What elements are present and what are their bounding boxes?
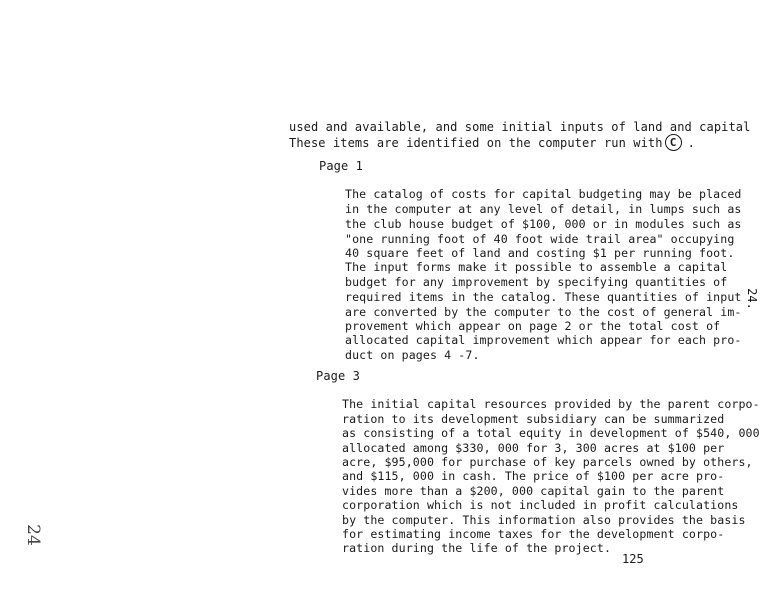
paragraph-line: vides more than a $200, 000 capital gain to the parent [342,484,725,498]
paragraph-line: as consisting of a total equity in development of $540, 000 [342,426,760,440]
paragraph-line: in the computer at any level of detail, in lumps such as [345,202,742,216]
intro-line-2 [289,135,695,152]
paragraph-line: provement which appear on page 2 or the total cost of [345,319,721,333]
paragraph-line: allocated among $330, 000 for 3, 300 acres at $100 per [342,441,725,455]
paragraph-line: are converted by the computer to the cost of general im- [345,305,742,319]
circled-c-symbol: C [665,134,682,151]
section-heading-page-3: Page 3 [316,369,360,383]
intro-line-2-text: These items are identified on the computer run with [289,136,663,150]
paragraph-line: the club house budget of $100, 000 or in modules such as [345,217,742,231]
paragraph-line: ration to its development subsidiary can be summarized [342,412,725,426]
paragraph-line: 40 square feet of land and costing $1 per running foot. [345,246,735,260]
paragraph-line: duct on pages 4 -7. [345,348,480,362]
paragraph-line: The catalog of costs for capital budgeting may be placed [345,187,742,201]
paragraph-line: acre, $95,000 for purchase of key parcels owned by others, [342,455,753,469]
paragraph-line: required items in the catalog. These quantities of input [345,290,742,304]
paragraph-line: The input forms make it possible to assemble a capital [345,260,728,274]
intro-line-1: used and available, and some initial inputs of land and capital [289,120,751,134]
paragraph-line: for estimating income taxes for the development corpo- [342,527,725,541]
paragraph-line: allocated capital improvement which appear for each pro- [345,333,742,347]
page-number: 125 [622,552,644,566]
margin-page-marker-right: 24. [744,288,759,310]
paragraph-line: budget for any improvement by specifying quantities of [345,275,728,289]
paragraph-line: corporation which is not included in profit calculations [342,498,739,512]
section-heading-page-1: Page 1 [319,159,363,173]
paragraph-line: ration during the life of the project. [342,541,612,555]
paragraph-line: by the computer. This information also provides the basis [342,513,746,527]
intro-line-2-period: . [687,136,695,150]
margin-page-marker-left: 24 [22,524,43,546]
paragraph-line: and $115, 000 in cash. The price of $100 per acre pro- [342,469,725,483]
paragraph-line: The initial capital resources provided by the parent corpo- [342,397,760,411]
paragraph-line: "one running foot of 40 foot wide trail area" occupying [345,232,735,246]
